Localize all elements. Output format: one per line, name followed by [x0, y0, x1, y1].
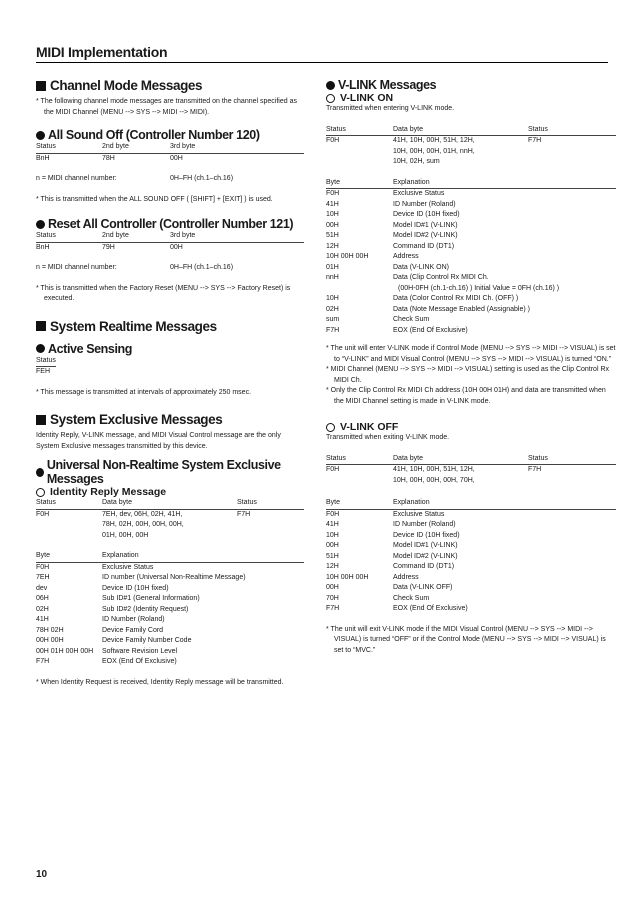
reset-all-values: BnH 79H 00H — [36, 243, 183, 251]
table-row: 02H — [36, 605, 49, 613]
table-row: 12H — [326, 242, 339, 250]
identity-note: * When Identity Request is received, Identity Reply message will be transmitted. — [36, 678, 284, 686]
sysex-intro: Identity Reply, V-LINK message, and MIDI Visual Control message are the only System Exclusive messages transmitted by this device. — [36, 432, 281, 450]
heading-active-sensing: Active Sensing — [36, 342, 304, 356]
table-row — [326, 284, 393, 295]
table-row: F0H — [326, 510, 340, 518]
vlink-on-header: Status Data byte Status — [326, 125, 616, 137]
table-row: sum — [326, 316, 340, 323]
vlink-off-note: * The unit will exit V-LINK mode if the MIDI Visual Control (MENU --> SYS --> MIDI --> VISUAL) is turned “OFF” or if the Control Mode (MENU --> SYS --> MIDI --> VISUAL) is set to “MVC.” — [326, 625, 606, 654]
all-sound-off-header: Status 2nd byte 3rd byte — [36, 142, 304, 154]
circle-bullet-icon — [36, 488, 45, 497]
table-row: 10H — [326, 211, 339, 218]
active-sensing-status-header: Status — [36, 356, 56, 368]
table-row: 00H 01H 00H 00H — [36, 647, 94, 655]
reset-all-header: Status 2nd byte 3rd byte — [36, 231, 304, 243]
heading-all-sound-off: All Sound Off (Controller Number 120) — [36, 128, 304, 142]
dot-bullet-icon — [36, 344, 45, 353]
circle-bullet-icon — [326, 423, 335, 432]
dot-bullet-icon — [36, 131, 45, 140]
table-row: dev — [36, 584, 48, 592]
table-row: F7H — [326, 326, 340, 334]
table-row: 00H — [326, 221, 339, 229]
section-system-exclusive: System Exclusive Messages — [36, 412, 304, 427]
table-row: F0H — [326, 190, 340, 197]
table-row: F0H — [36, 563, 50, 571]
all-sound-off-note: * This is transmitted when the ALL SOUND OFF ( [SHIFT] + [EXIT] ) is used. — [36, 195, 273, 203]
table-row: 10H 00H 00H — [326, 253, 369, 260]
all-sound-off-n: n = MIDI channel number: 0H–FH (ch.1–ch.16) — [36, 175, 234, 182]
heading-universal-non-realtime: Universal Non-Realtime System Exclusive Messages — [36, 458, 304, 486]
heading-reset-all: Reset All Controller (Controller Number 121) — [36, 217, 304, 231]
heading-vlink-on: V-LINK ON — [326, 92, 616, 104]
vlink-off-header: Status Data byte Status — [326, 454, 616, 466]
vlink-on-data: F0H 41H, 10H, 00H, 51H, 12H, F7H 10H, 00H, 00H, 01H, nnH, 10H, 02H, sum — [326, 137, 542, 165]
table-row: 10H — [326, 295, 339, 302]
table-row: 00H — [326, 542, 339, 549]
heading-identity-reply: Identity Reply Message — [36, 486, 304, 498]
vlink-on-byte-table: F0H Exclusive Status 41H ID Number (Roland) 10H Device ID (10H fixed) 00H Model ID#1 (V-LINK) 51H Model ID#2 (V-LINK) 12H Command ID (DT1) 10H 00H 00H Address 01H Data (V-LINK ON) nnH Data (Clip Control Rx MIDI Ch. (00H-0FH (ch.1-ch.16) ) Initial Value = 0FH (ch.16) ) 10H Data (Color Control Rx MIDI Ch. (OFF) ) 02H Data (Note Message Enabled (Assignable) ) sum Check Sum F7H EOX (End Of Exclusive) — [326, 189, 616, 336]
table-row: 06H — [36, 595, 49, 602]
active-sensing-status-value: FEH — [36, 368, 50, 375]
identity-reply-header: Status Data byte Status — [36, 498, 304, 510]
vlink-on-desc: Transmitted when entering V-LINK mode. — [326, 105, 455, 112]
heading-vlink-off: V-LINK OFF — [326, 421, 616, 433]
table-row: F7H — [326, 605, 340, 612]
vlink-on-note: * MIDI Channel (MENU --> SYS --> MIDI --> VISUAL) setting is used as the Clip Control Rx MIDI Ch. — [326, 366, 610, 384]
square-bullet-icon — [36, 321, 46, 331]
table-row: 70H — [326, 594, 339, 602]
channel-mode-intro: * The following channel mode messages are transmitted on the channel specified as the MIDI Channel (MENU --> SYS --> MIDI --> MIDI). — [36, 98, 297, 116]
identity-reply-data: F0H 7EH, dev, 06H, 02H, 41H, F7H 78H, 02H, 00H, 00H, 00H, 01H, 00H, 00H — [36, 510, 251, 539]
table-row: 10H 00H 00H — [326, 573, 369, 581]
table-row: 41H — [326, 521, 339, 528]
identity-byte-table: F0H Exclusive Status 7EH ID number (Universal Non-Realtime Message) dev Device ID (10H fixed) 06H Sub ID#1 (General Information) 02H Sub ID#2 (Identity Request) 41H ID Number (Roland) 78H 02H Device Family Cord 00H 00H Device Family Number Code 00H 01H 00H 00H Software Revision Level F7H EOX (End Of Exclusive) — [36, 563, 304, 668]
dot-bullet-icon — [326, 81, 335, 90]
table-row: F7H — [36, 658, 50, 665]
identity-byte-header: Byte Explanation — [36, 551, 304, 563]
table-row: 10H — [326, 531, 339, 539]
table-row: 01H — [326, 263, 339, 271]
vlink-off-data: F0H 41H, 10H, 00H, 51H, 12H, F7H 10H, 00H, 00H, 00H, 70H, — [326, 466, 542, 484]
page-title: MIDI Implementation — [36, 44, 168, 60]
table-row: 00H 00H — [36, 637, 64, 644]
vlink-on-byte-header: Byte Explanation — [326, 178, 616, 190]
table-row: 00H — [326, 584, 339, 591]
section-system-realtime: System Realtime Messages — [36, 319, 304, 334]
table-row: 51H — [326, 232, 339, 239]
vlink-on-note: * The unit will enter V-LINK mode if Control Mode (MENU --> SYS --> MIDI --> VISUAL) is set to “V-LINK” and MIDI Visual Control (MENU --> SYS --> MIDI --> VISUAL) is turned “ON.” — [326, 345, 616, 363]
vlink-on-note: * Only the Clip Control Rx MIDI Ch address (10H 00H 01H) and data are transmitted when the MIDI Channel setting is made in V-LINK mode. — [326, 387, 606, 405]
reset-all-n: n = MIDI channel number: 0H–FH (ch.1–ch.16) — [36, 264, 234, 271]
square-bullet-icon — [36, 81, 46, 91]
table-row: 7EH — [36, 574, 50, 581]
reset-all-note: * This is transmitted when the Factory Reset (MENU --> SYS --> Factory Reset) is executed. — [36, 284, 291, 302]
table-row: 41H — [326, 200, 339, 208]
dot-bullet-icon — [36, 220, 45, 229]
right-column — [326, 78, 616, 656]
table-row: 12H — [326, 563, 339, 570]
all-sound-off-values: BnH 78H 00H — [36, 154, 183, 162]
table-row: 41H — [36, 616, 49, 623]
page-number: 10 — [36, 869, 48, 880]
table-row: nnH — [326, 274, 339, 281]
active-sensing-note: * This message is transmitted at intervals of approximately 250 msec. — [36, 388, 252, 396]
vlink-off-desc: Transmitted when exiting V-LINK mode. — [326, 434, 450, 441]
left-column — [36, 78, 304, 688]
table-row: 78H 02H — [36, 626, 64, 634]
circle-bullet-icon — [326, 94, 335, 103]
dot-bullet-icon — [36, 468, 44, 477]
vlink-off-byte-table: F0H Exclusive Status 41H ID Number (Roland) 10H Device ID (10H fixed) 00H Model ID#1 (V-LINK) 51H Model ID#2 (V-LINK) 12H Command ID (DT1) 10H 00H 00H Address 00H Data (V-LINK OFF) 70H Check Sum F7H EOX (End Of Exclusive) — [326, 510, 616, 615]
table-row: 51H — [326, 552, 339, 560]
square-bullet-icon — [36, 415, 46, 425]
heading-vlink-messages: V-LINK Messages — [326, 78, 616, 92]
title-rule — [36, 62, 608, 63]
section-channel-mode: Channel Mode Messages — [36, 78, 304, 93]
vlink-off-byte-header: Byte Explanation — [326, 498, 616, 510]
table-row: 02H — [326, 305, 339, 313]
